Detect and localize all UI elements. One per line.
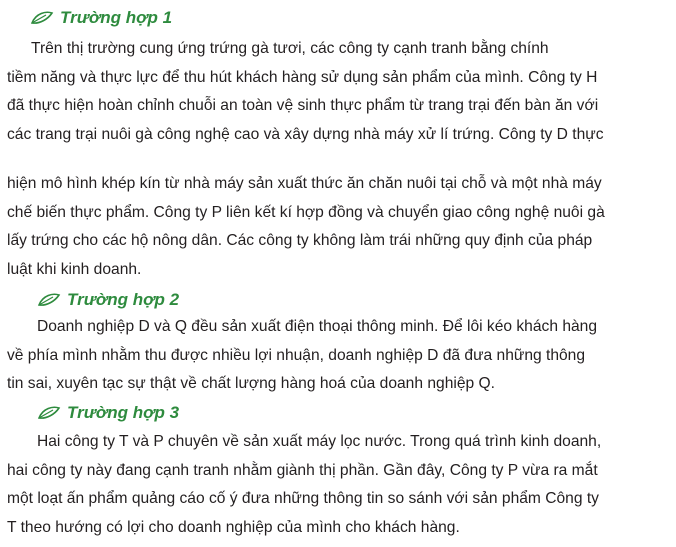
case-3-line-4: T theo hướng có lợi cho doanh nghiệp của mình cho khách hàng. [7, 518, 460, 536]
case-3-heading [37, 403, 179, 423]
case-3-title: Trường hợp 3 [67, 403, 180, 422]
case-1-title: Trường hợp 1 [60, 8, 173, 27]
case-2-line-3: tin sai, xuyên tạc sự thật về chất lượng hàng hoá của doanh nghiệp Q. [7, 375, 495, 392]
case-2-line-1: Doanh nghiệp D và Q đều sản xuất điện thoại thông minh. Để lôi kéo khách hàng [37, 318, 598, 335]
case-3-line-1: Hai công ty T và P chuyên về sản xuất máy lọc nước. Trong quá trình kinh doanh, [37, 433, 602, 450]
leaf-pencil-icon [37, 406, 61, 420]
case-1-continuation [7, 170, 661, 284]
case-1-line-3: đã thực hiện hoàn chỉnh chuỗi an toàn vệ sinh thực phẩm từ trang trại đến bàn ăn với [7, 97, 599, 114]
case-2-line-2: về phía mình nhằm thu được nhiều lợi nhuận, doanh nghiệp D đã đưa những thông [7, 346, 586, 364]
case-1-line-1: Trên thị trường cung ứng trứng gà tươi, các công ty cạnh tranh bằng chính [31, 40, 549, 57]
case-2-heading [37, 290, 179, 310]
case-1-line-6: chế biến thực phẩm. Công ty P liên kết kí hợp đồng và chuyển giao công nghệ nuôi gà [7, 203, 605, 221]
case-1-line-2: tiềm năng và thực lực để thu hút khách hàng sử dụng sản phẩm của mình. Công ty H [7, 68, 598, 86]
case-2-title: Trường hợp 2 [67, 290, 180, 309]
case-1-heading [30, 8, 172, 28]
case-3-line-3: một loạt ấn phẩm quảng cáo cố ý đưa những thông tin so sánh với sản phẩm Công ty [7, 490, 599, 507]
case-1-line-5: hiện mô hình khép kín từ nhà máy sản xuất thức ăn chăn nuôi tại chỗ và một nhà máy [7, 175, 602, 192]
case-2-paragraph [7, 313, 661, 399]
leaf-pencil-icon [37, 293, 61, 307]
case-1-line-8: luật khi kinh doanh. [7, 260, 142, 278]
case-1-line-4: các trang trại nuôi gà công nghệ cao và xây dựng nhà máy xử lí trứng. Công ty D thực [7, 125, 604, 143]
leaf-pencil-icon [30, 11, 54, 25]
case-1-line-7: lấy trứng cho các hộ nông dân. Các công ty không làm trái những quy định của pháp [7, 232, 593, 249]
case-3-line-2: hai công ty này đang cạnh tranh nhằm giành thị phần. Gần đây, Công ty P vừa ra mắt [7, 461, 598, 479]
case-3-paragraph [7, 428, 661, 542]
case-1-paragraph [7, 35, 661, 149]
